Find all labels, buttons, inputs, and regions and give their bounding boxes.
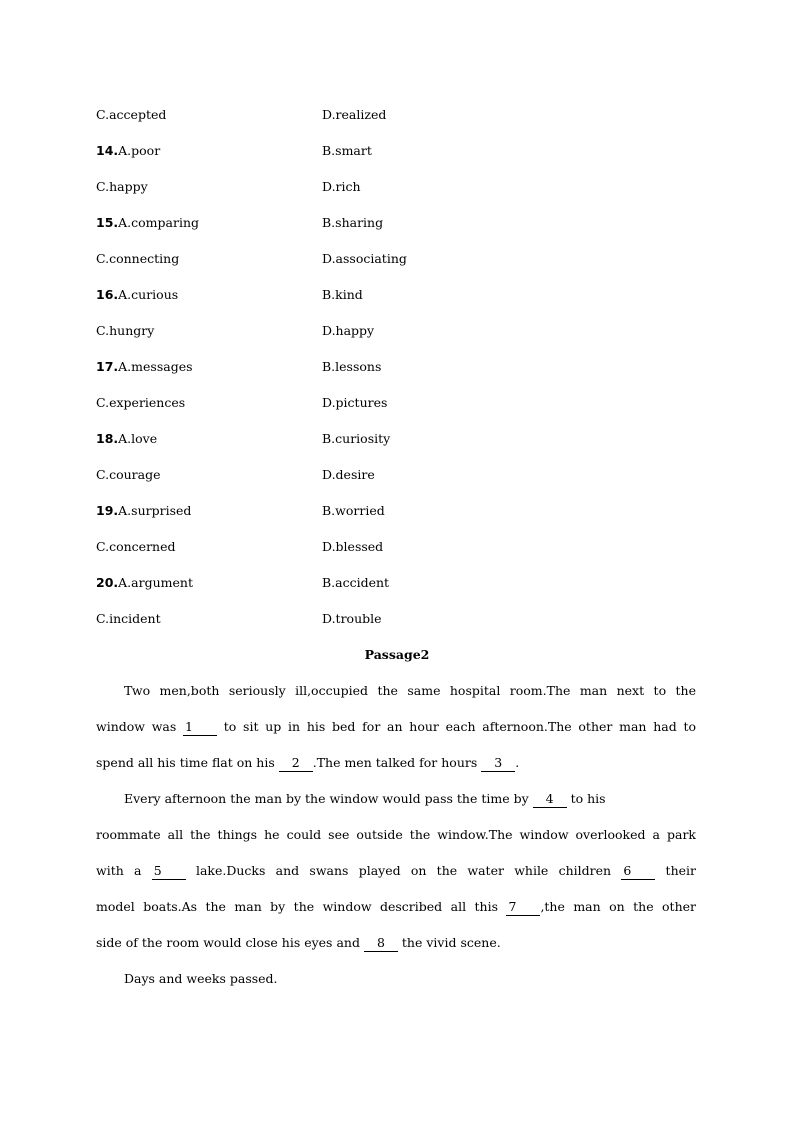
line-text: the vivid scene. [397,935,501,950]
option-text: C.accepted [96,107,167,122]
passage-line [96,753,696,773]
option-left [96,177,148,197]
option-text: C.experiences [96,395,186,410]
blank-1: 1 [183,719,217,736]
option-row [96,249,696,269]
option-left [96,285,178,305]
option-right: B.worried [322,503,385,518]
line-text: model boats.As the man by the window described all this [96,899,507,914]
line-text: side of the room would close his eyes and [96,935,364,950]
option-row [96,357,696,377]
option-text: C.happy [96,179,148,194]
line-text: window was [96,719,184,734]
option-right: D.desire [322,467,375,482]
option-left [96,537,176,557]
option-right: D.happy [322,323,375,338]
passage-line: Two men,both seriously ill,occupied the same hospital room.The man next to the [124,683,696,698]
option-right: D.blessed [322,539,384,554]
option-right: D.trouble [322,611,382,626]
option-row [96,501,696,521]
passage-line: roommate all the things he could see outside the window.The window overlooked a park [96,827,696,842]
question-number: 15. [96,215,119,230]
question-number: 19. [96,503,119,518]
option-row [96,465,696,485]
question-number: 20. [96,575,119,590]
line-text: their [655,863,697,878]
option-text: A.surprised [118,503,192,518]
option-text: A.argument [118,575,193,590]
option-text: A.love [118,431,158,446]
blank-8: 8 [364,935,398,952]
option-right: B.kind [322,287,363,302]
passage-title: Passage2 [364,647,430,662]
option-left [96,249,179,269]
blank-2: 2 [279,755,313,772]
question-number: 18. [96,431,119,446]
line-text: spend all his time flat on his [96,755,279,770]
option-left [96,465,161,485]
question-number: 17. [96,359,119,374]
option-right: D.rich [322,179,361,194]
blank-6: 6 [621,863,655,880]
option-right: B.accident [322,575,390,590]
blank-7: 7 [506,899,540,916]
option-text: A.poor [118,143,161,158]
option-left [96,429,157,449]
option-right: B.sharing [322,215,384,230]
option-right: D.pictures [322,395,388,410]
passage-line [96,717,696,737]
option-right: B.lessons [322,359,382,374]
option-right: B.smart [322,143,372,158]
option-row [96,429,696,449]
option-row [96,177,696,197]
option-left [96,393,185,413]
passage-line [96,861,696,881]
option-left [96,105,166,125]
option-row [96,537,696,557]
blank-3: 3 [481,755,515,772]
option-row [96,105,696,125]
option-text: C.courage [96,467,161,482]
line-text: with a [96,863,152,878]
line-text: lake.Ducks and swans played on the water while children [185,863,622,878]
line-text: .The men talked for hours [312,755,482,770]
option-left [96,321,154,341]
option-row [96,141,696,161]
option-row [96,285,696,305]
option-left [96,609,161,629]
option-left [96,501,191,521]
passage-line [96,933,696,953]
option-text: C.incident [96,611,161,626]
option-row [96,609,696,629]
passage-line: Days and weeks passed. [124,971,278,986]
line-text: Every afternoon the man by the window would pass the time by [124,791,533,806]
question-number: 14. [96,143,119,158]
option-text: C.hungry [96,323,155,338]
option-right: B.curiosity [322,431,391,446]
option-row [96,393,696,413]
passage-line [124,789,696,809]
option-row [96,321,696,341]
passage-line [96,897,696,917]
blank-4: 4 [533,791,567,808]
line-text: . [515,755,520,770]
option-text: A.messages [118,359,193,374]
line-text: ,the man on the other [540,899,696,914]
option-left [96,573,193,593]
blank-5: 5 [152,863,186,880]
option-text: C.concerned [96,539,176,554]
line-text: to sit up in his bed for an hour each afternoon.The other man had to [217,719,696,734]
option-text: A.curious [118,287,179,302]
option-text: C.connecting [96,251,180,266]
option-right: D.realized [322,107,387,122]
option-row [96,573,696,593]
option-left [96,141,160,161]
option-right: D.associating [322,251,407,266]
line-text: to his [566,791,606,806]
option-text: A.comparing [118,215,200,230]
option-left [96,213,199,233]
option-left [96,357,193,377]
option-row [96,213,696,233]
question-number: 16. [96,287,119,302]
